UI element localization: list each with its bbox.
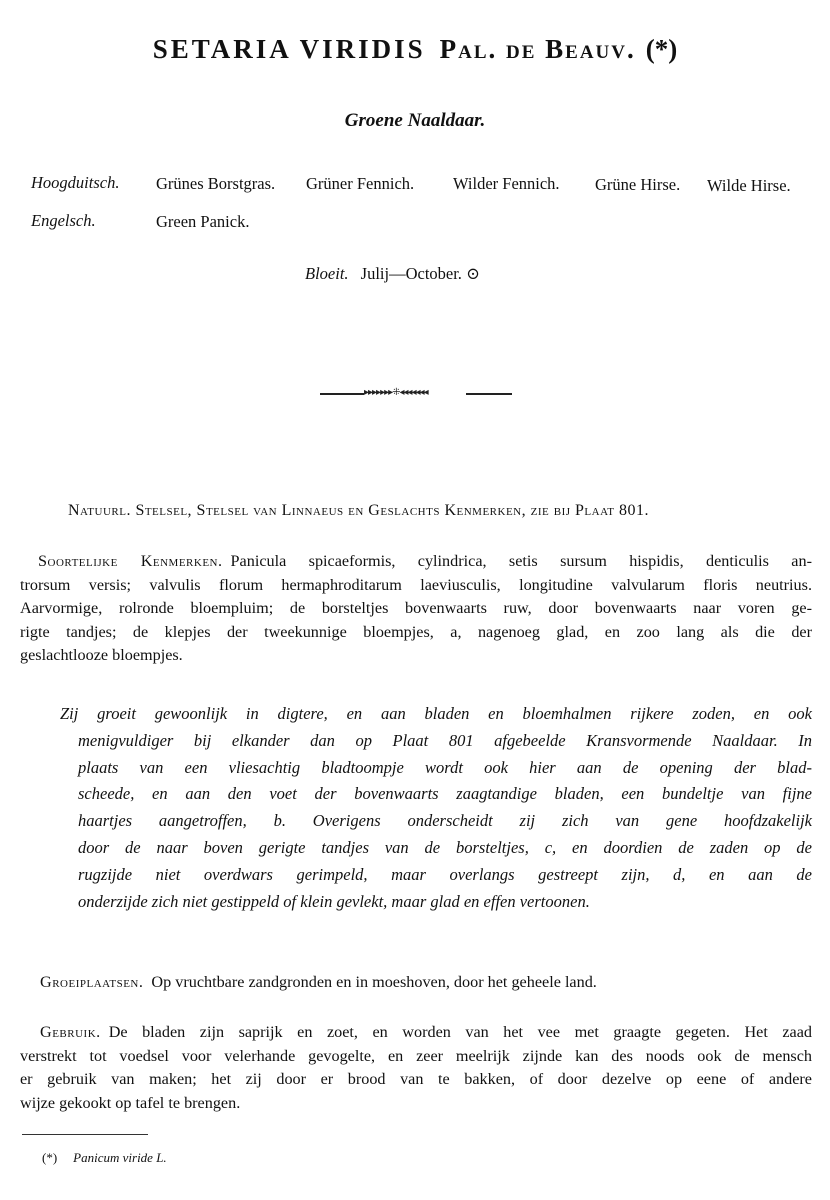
ornament-rule-right [466,393,512,395]
specific-characters [20,550,812,668]
flowering-label: Bloeit. [305,264,349,283]
text-line: plaats van een vliesachtig bladtoompje wordt ook hier aan de opening der blad- [78,757,812,777]
text-line: door de naar boven gerigte tandjes van de borsteltjes, c, en doordien de zaden op de [78,837,812,857]
text-line: wijze gekookt op tafel te brengen. [20,1093,241,1112]
use-section [20,1021,812,1115]
text-line: haartjes aangetroffen, b. Overigens onderscheidt zij zich van gene hoofdzakelijk [78,811,812,831]
german-name: Grünes Borstgras. [156,174,276,193]
author-name: Pal. de Beauv. [439,34,636,64]
text-line: onderzijde zich niet gestippeld of klein gevlekt, maar glad en effen vertoonen. [78,891,590,911]
description [60,701,812,915]
german-name: Grüner Fennich. [306,174,415,193]
habitat [40,973,597,992]
species-name: SETARIA VIRIDIS [152,34,426,64]
annual-symbol: ⊙ [466,264,480,283]
german-name: Wilder Fennich. [453,174,560,193]
page-title [0,34,830,65]
footnote [42,1150,167,1166]
flowering-line [305,264,480,284]
text-line: rigte tandjes; de klepjes der tweekunnige bloempjes, a, nagenoeg glad, en zoo lang als die der [20,622,812,641]
german-name: Grüne Hirse. [595,175,681,194]
text-line: menigvuldiger bij elkander dan op Plaat 801 afgebeelde Kransvormende Naaldaar. In [78,730,812,750]
text-line: Soortelijke Kenmerken. Panicula spicaeformis, cylindrica, setis sursum hispidis, denticulis an- [38,552,812,570]
english-name: Green Panick. [156,212,250,231]
text-line: verstrekt tot voedsel voor velerhande gevogelte, en zeer meelrijk zijnde kan des noods ook de mensch [20,1046,812,1065]
text-line: trorsum versis; valvulis florum hermaphroditarum laeviusculis, longitudine valvularum floris neutrius. [20,575,812,594]
ornament: ▸▸▸▸▸▸▸⁜◂◂◂◂◂◂◂ [364,387,428,398]
text-line: Aarvormige, rolronde bloempluim; de borsteltjes bovenwaarts ruw, door bovenwaarts naar voren ge- [20,599,812,617]
natural-system-line: Natuurl. Stelsel, Stelsel van Linnaeus en Geslachts Kenmerken, zie bij Plaat 801. [68,502,650,519]
footnote-rule [22,1134,148,1135]
section-label: Gebruik. [40,1023,101,1041]
footnote-text: Panicum viride L. [73,1150,167,1165]
habitat-text: Op vruchtbare zandgronden en in moeshoven, door het geheele land. [151,973,597,991]
flowering-period: Julij—October. [360,264,462,283]
german-label: Hoogduitsch. [31,173,120,192]
text-line: er gebruik van maken; het zij door er brood van te bakken, of door dezelve op eene of andere [20,1070,812,1088]
dutch-name: Groene Naaldaar. [344,110,486,131]
section-label: Groeiplaatsen. [40,973,144,991]
text-line: Gebruik. De bladen zijn saprijk en zoet, en worden van het vee met graagte gegeten. Het zaad [40,1023,812,1041]
ornament-rule-left [320,393,364,395]
english-label: Engelsch. [31,211,96,230]
footnote-mark: (*) [645,34,678,64]
section-label: Soortelijke Kenmerken. [38,552,223,570]
german-name: Wilde Hirse. [707,176,791,195]
text-line: scheede, en aan den voet der bovenwaarts zaagtandige bladen, een bundeltje van fijne [78,784,812,804]
footnote-mark: (*) [42,1150,58,1165]
text-line: rugzijde niet overdwars gerimpeld, maar overlangs gestreept zijn, d, en aan de [78,864,812,884]
text-line: geslachtlooze bloempjes. [20,646,183,664]
text-line: Zij groeit gewoonlijk in digtere, en aan bladen en bloemhalmen rijkere zoden, en ook [60,704,812,723]
